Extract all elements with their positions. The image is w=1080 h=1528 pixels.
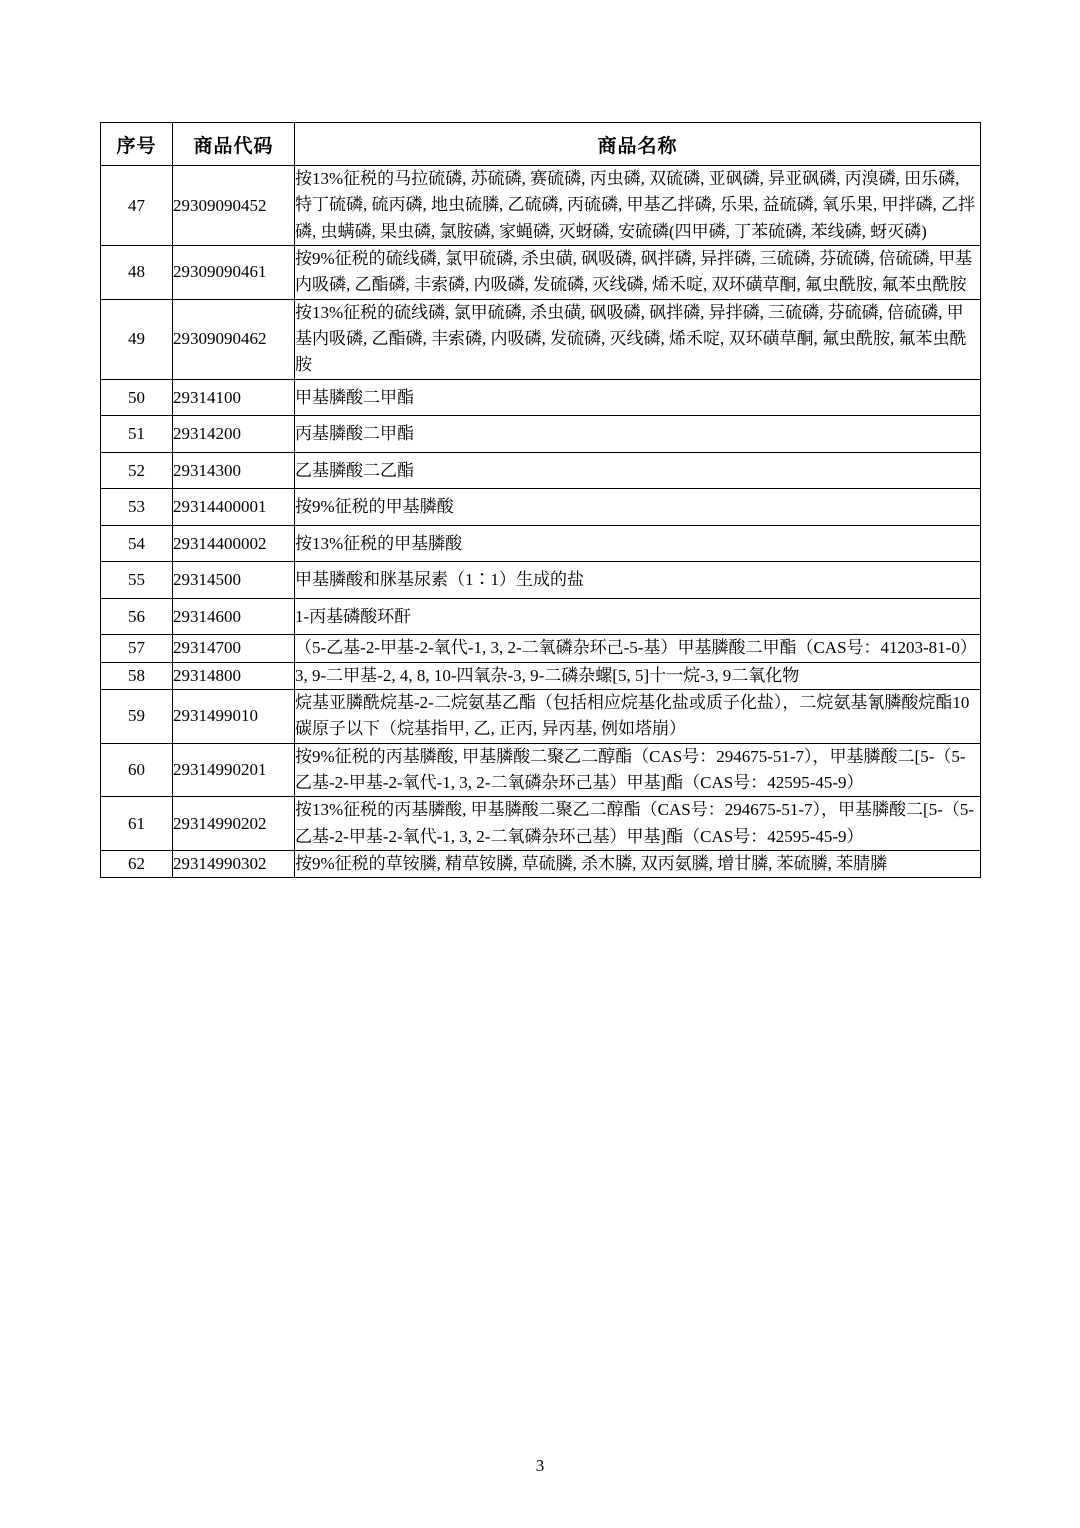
cell-seq: 50: [101, 379, 173, 416]
cell-code: 29314990302: [173, 851, 295, 878]
table-row: [101, 166, 981, 246]
cell-seq: 49: [101, 299, 173, 379]
cell-name: 3, 9-二甲基-2, 4, 8, 10-四氧杂-3, 9-二磷杂螺[5, 5]十一烷-3, 9二氧化物: [295, 662, 981, 689]
cell-name: 1-丙基磷酸环酐: [295, 598, 981, 635]
cell-name: 按13%征税的丙基膦酸, 甲基膦酸二聚乙二醇酯（CAS号：294675-51-7），甲基膦酸二[5-（5-乙基-2-甲基-2-氧代-1, 3, 2-二氧磷杂环己基）甲基]酯（CAS号：42595-45-9）: [295, 797, 981, 851]
cell-code: 29314300: [173, 452, 295, 489]
table-header-row: [101, 123, 981, 166]
cell-seq: 62: [101, 851, 173, 878]
cell-name: 丙基膦酸二甲酯: [295, 416, 981, 453]
table-row: [101, 489, 981, 526]
table-row: [101, 299, 981, 379]
cell-name: 按9%征税的草铵膦, 精草铵膦, 草硫膦, 杀木膦, 双丙氨膦, 增甘膦, 苯硫膦, 苯腈膦: [295, 851, 981, 878]
cell-code: 29314800: [173, 662, 295, 689]
cell-code: 29314100: [173, 379, 295, 416]
cell-name: 甲基膦酸二甲酯: [295, 379, 981, 416]
cell-name: 按9%征税的硫线磷, 氯甲硫磷, 杀虫磺, 砜吸磷, 砜拌磷, 异拌磷, 三硫磷, 芬硫磷, 倍硫磷, 甲基内吸磷, 乙酯磷, 丰索磷, 内吸磷, 发硫磷, 灭线磷, 烯禾啶, 双环磺草酮, 氟虫酰胺, 氟苯虫酰胺: [295, 246, 981, 300]
column-header-seq: 序号: [101, 123, 173, 166]
table-row: [101, 452, 981, 489]
page-number: 3: [535, 1456, 545, 1475]
cell-seq: 55: [101, 562, 173, 599]
column-header-code: 商品代码: [173, 123, 295, 166]
table-body: [101, 166, 981, 878]
table-row: [101, 416, 981, 453]
table-row: [101, 598, 981, 635]
cell-seq: 48: [101, 246, 173, 300]
cell-name: （5-乙基-2-甲基-2-氧代-1, 3, 2-二氧磷杂环己-5-基）甲基膦酸二甲酯（CAS号：41203-81-0）: [295, 635, 981, 662]
table-row: [101, 246, 981, 300]
cell-name: 按13%征税的马拉硫磷, 苏硫磷, 赛硫磷, 丙虫磷, 双硫磷, 亚砜磷, 异亚砜磷, 丙溴磷, 田乐磷, 特丁硫磷, 硫丙磷, 地虫硫膦, 乙硫磷, 丙硫磷, 甲基乙拌磷, 乐果, 益硫磷, 氧乐果, 甲拌磷, 乙拌磷, 虫螨磷, 果虫磷, 氯胺磷, 家蝇磷, 灭蚜磷, 安硫磷(四甲磷, 丁苯硫磷, 苯线磷, 蚜灭磷): [295, 166, 981, 246]
table-row: [101, 743, 981, 797]
cell-code: 29314500: [173, 562, 295, 599]
cell-code: 29314400001: [173, 489, 295, 526]
cell-code: 29314990202: [173, 797, 295, 851]
table-row: [101, 379, 981, 416]
cell-seq: 56: [101, 598, 173, 635]
column-header-name: 商品名称: [295, 123, 981, 166]
cell-seq: 58: [101, 662, 173, 689]
cell-seq: 47: [101, 166, 173, 246]
table-row: [101, 797, 981, 851]
table-row: [101, 662, 981, 689]
cell-seq: 53: [101, 489, 173, 526]
cell-code: 2931499010: [173, 689, 295, 743]
table-row: [101, 562, 981, 599]
table-row: [101, 635, 981, 662]
cell-name: 甲基膦酸和脒基尿素（1∶1）生成的盐: [295, 562, 981, 599]
table-row: [101, 689, 981, 743]
cell-code: 29309090452: [173, 166, 295, 246]
cell-name: 烷基亚膦酰烷基-2-二烷氨基乙酯（包括相应烷基化盐或质子化盐），二烷氨基氰膦酸烷酯10碳原子以下（烷基指甲, 乙, 正丙, 异丙基, 例如塔崩）: [295, 689, 981, 743]
cell-code: 29314990201: [173, 743, 295, 797]
cell-seq: 54: [101, 525, 173, 562]
cell-seq: 60: [101, 743, 173, 797]
cell-code: 29309090461: [173, 246, 295, 300]
table-row: [101, 525, 981, 562]
cell-code: 29309090462: [173, 299, 295, 379]
cell-code: 29314600: [173, 598, 295, 635]
cell-name: 按9%征税的甲基膦酸: [295, 489, 981, 526]
table-header: [101, 123, 981, 166]
goods-table: [100, 122, 981, 878]
cell-code: 29314200: [173, 416, 295, 453]
table-row: [101, 851, 981, 878]
cell-seq: 61: [101, 797, 173, 851]
cell-seq: 51: [101, 416, 173, 453]
cell-code: 29314400002: [173, 525, 295, 562]
cell-seq: 57: [101, 635, 173, 662]
cell-code: 29314700: [173, 635, 295, 662]
cell-name: 按13%征税的甲基膦酸: [295, 525, 981, 562]
cell-name: 按13%征税的硫线磷, 氯甲硫磷, 杀虫磺, 砜吸磷, 砜拌磷, 异拌磷, 三硫磷, 芬硫磷, 倍硫磷, 甲基内吸磷, 乙酯磷, 丰索磷, 内吸磷, 发硫磷, 灭线磷, 烯禾啶, 双环磺草酮, 氟虫酰胺, 氟苯虫酰胺: [295, 299, 981, 379]
cell-name: 按9%征税的丙基膦酸, 甲基膦酸二聚乙二醇酯（CAS号：294675-51-7），甲基膦酸二[5-（5-乙基-2-甲基-2-氧代-1, 3, 2-二氧磷杂环己基）甲基]酯（CAS号：42595-45-9）: [295, 743, 981, 797]
cell-seq: 59: [101, 689, 173, 743]
cell-name: 乙基膦酸二乙酯: [295, 452, 981, 489]
cell-seq: 52: [101, 452, 173, 489]
